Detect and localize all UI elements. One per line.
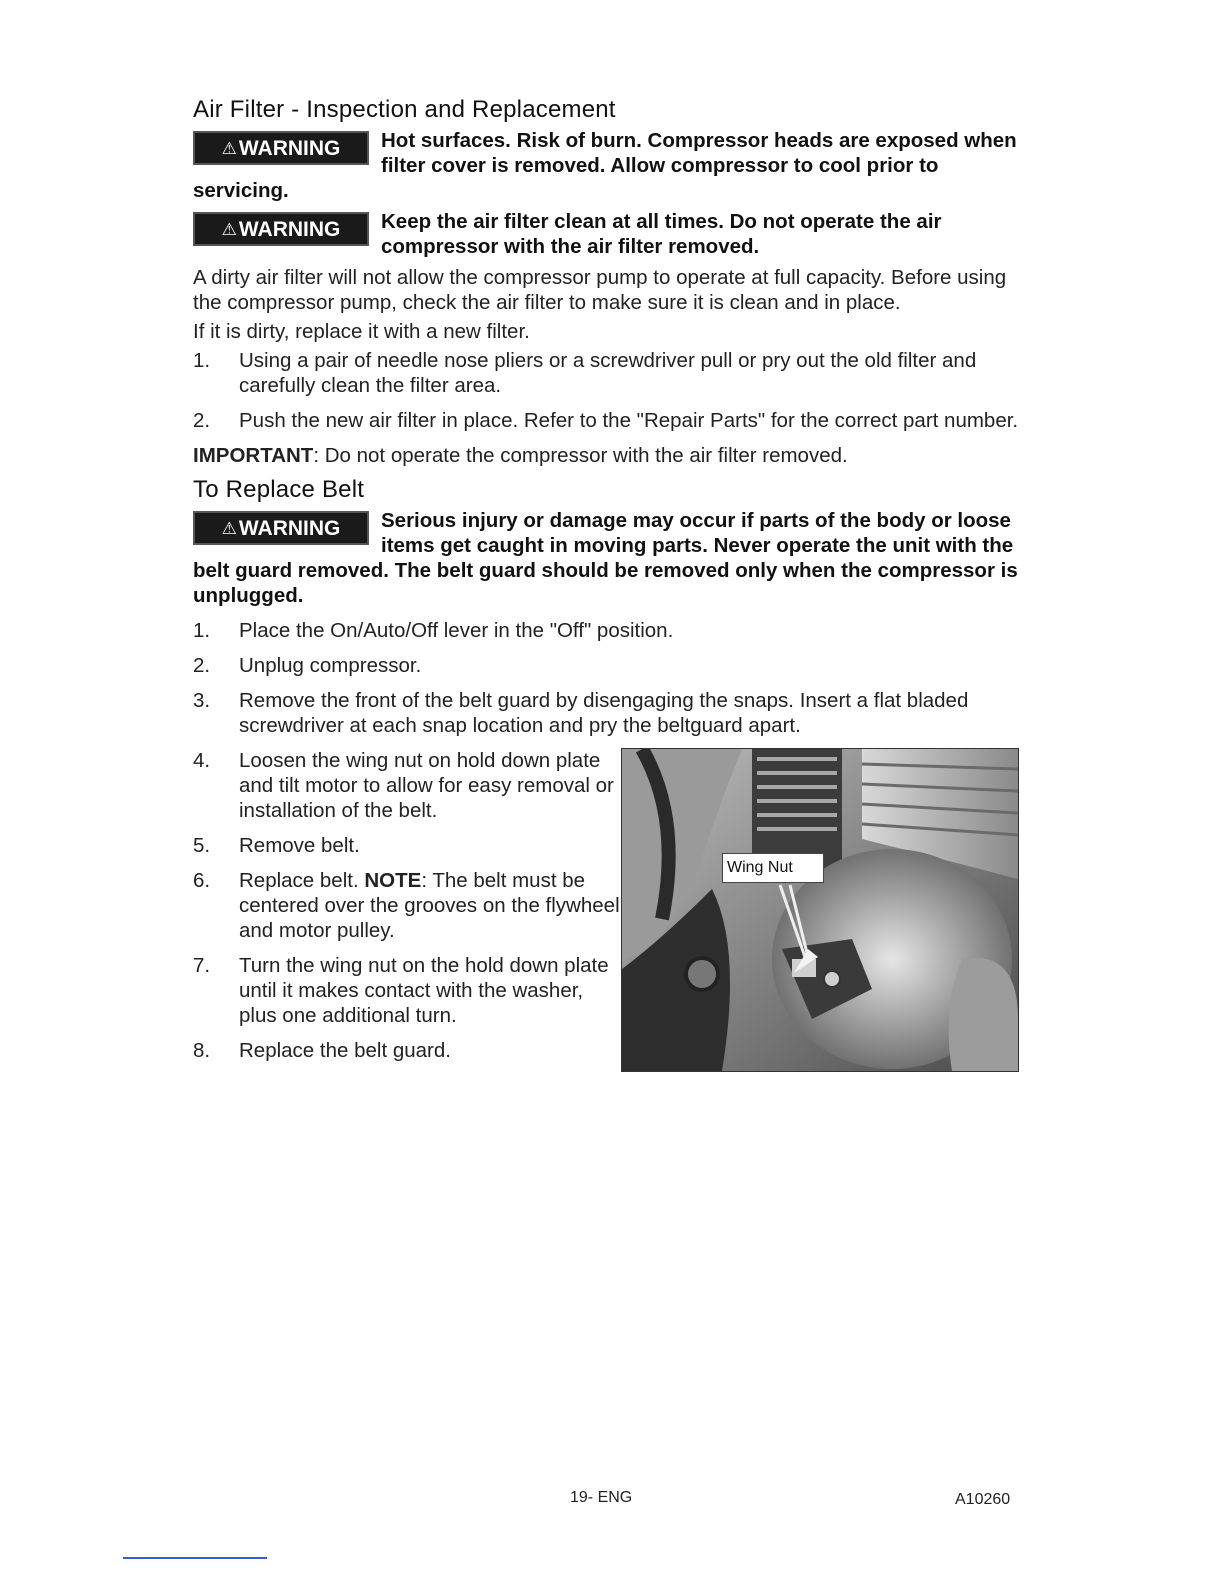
warning-keep-filter-clean	[193, 209, 1023, 259]
section-heading-air-filter: Air Filter - Inspection and Replacement	[193, 96, 616, 123]
paragraph-replace-filter: If it is dirty, replace it with a new filter.	[193, 320, 530, 343]
warning-text: Keep the air filter clean at all times. Do not operate the air compressor with the air filter removed.	[381, 210, 942, 258]
page-number: 19- ENG	[570, 1489, 633, 1506]
warning-hot-surfaces	[193, 128, 1023, 203]
list-item: 7. Turn the wing nut on the hold down plate until it makes contact with the washer, plus one additional turn.	[193, 954, 609, 1027]
warning-triangle-icon: ⚠	[221, 138, 237, 158]
list-item: 3. Remove the front of the belt guard by disengaging the snaps. Insert a flat bladed screwdriver at each snap location and pry the beltguard apart.	[193, 689, 969, 737]
document-code: A10260	[955, 1491, 1011, 1508]
paragraph-dirty-filter: A dirty air filter will not allow the compressor pump to operate at full capacity. Before using the compressor pump, check the air filter to make sure it is clean and in place.	[193, 266, 1007, 314]
manual-page	[193, 96, 1023, 1073]
warning-badge: ⚠ WARNING	[193, 212, 369, 246]
warning-badge: ⚠ WARNING	[193, 131, 369, 165]
list-item: 1. Place the On/Auto/Off lever in the "Off" position.	[193, 619, 674, 642]
warning-triangle-icon: ⚠	[221, 219, 237, 239]
list-item: 4. Loosen the wing nut on hold down plate and tilt motor to allow for easy removal or installation of the belt.	[193, 749, 614, 822]
belt-steps-side	[193, 748, 623, 1063]
warning-text: Serious injury or damage may occur if parts of the body or loose items get caught in moving parts. Never operate the unit with the belt guard removed. The belt guard should be removed only when the compressor is unplugged.	[193, 509, 1018, 607]
belt-steps-with-photo	[193, 748, 1023, 1063]
list-item: 6. Replace belt. NOTE: The belt must be centered over the grooves on the flywheel and motor pulley.	[193, 869, 620, 942]
section-heading-replace-belt: To Replace Belt	[193, 476, 365, 503]
bottom-divider	[123, 1557, 267, 1559]
wing-nut-photo	[621, 748, 1019, 1072]
warning-triangle-icon: ⚠	[221, 518, 237, 538]
list-item: 8. Replace the belt guard.	[193, 1039, 451, 1062]
list-item: 2. Push the new air filter in place. Refer to the "Repair Parts" for the correct part number.	[193, 409, 1019, 432]
list-item: 1. Using a pair of needle nose pliers or a screwdriver pull or pry out the old filter and carefully clean the filter area.	[193, 349, 977, 397]
wing-nut-label: Wing Nut	[722, 853, 824, 883]
list-item: 5. Remove belt.	[193, 834, 360, 857]
important-note: IMPORTANT: Do not operate the compressor with the air filter removed.	[193, 444, 848, 467]
compressor-photo-graphic	[622, 749, 1018, 1071]
warning-badge: ⚠ WARNING	[193, 511, 369, 545]
belt-steps-top	[193, 618, 1023, 738]
warning-moving-parts	[193, 508, 1023, 608]
warning-text: Hot surfaces. Risk of burn. Compressor heads are exposed when filter cover is removed. Allow compressor to cool prior to servicing.	[193, 129, 1017, 202]
air-filter-steps	[193, 348, 1023, 433]
list-item: 2. Unplug compressor.	[193, 654, 422, 677]
